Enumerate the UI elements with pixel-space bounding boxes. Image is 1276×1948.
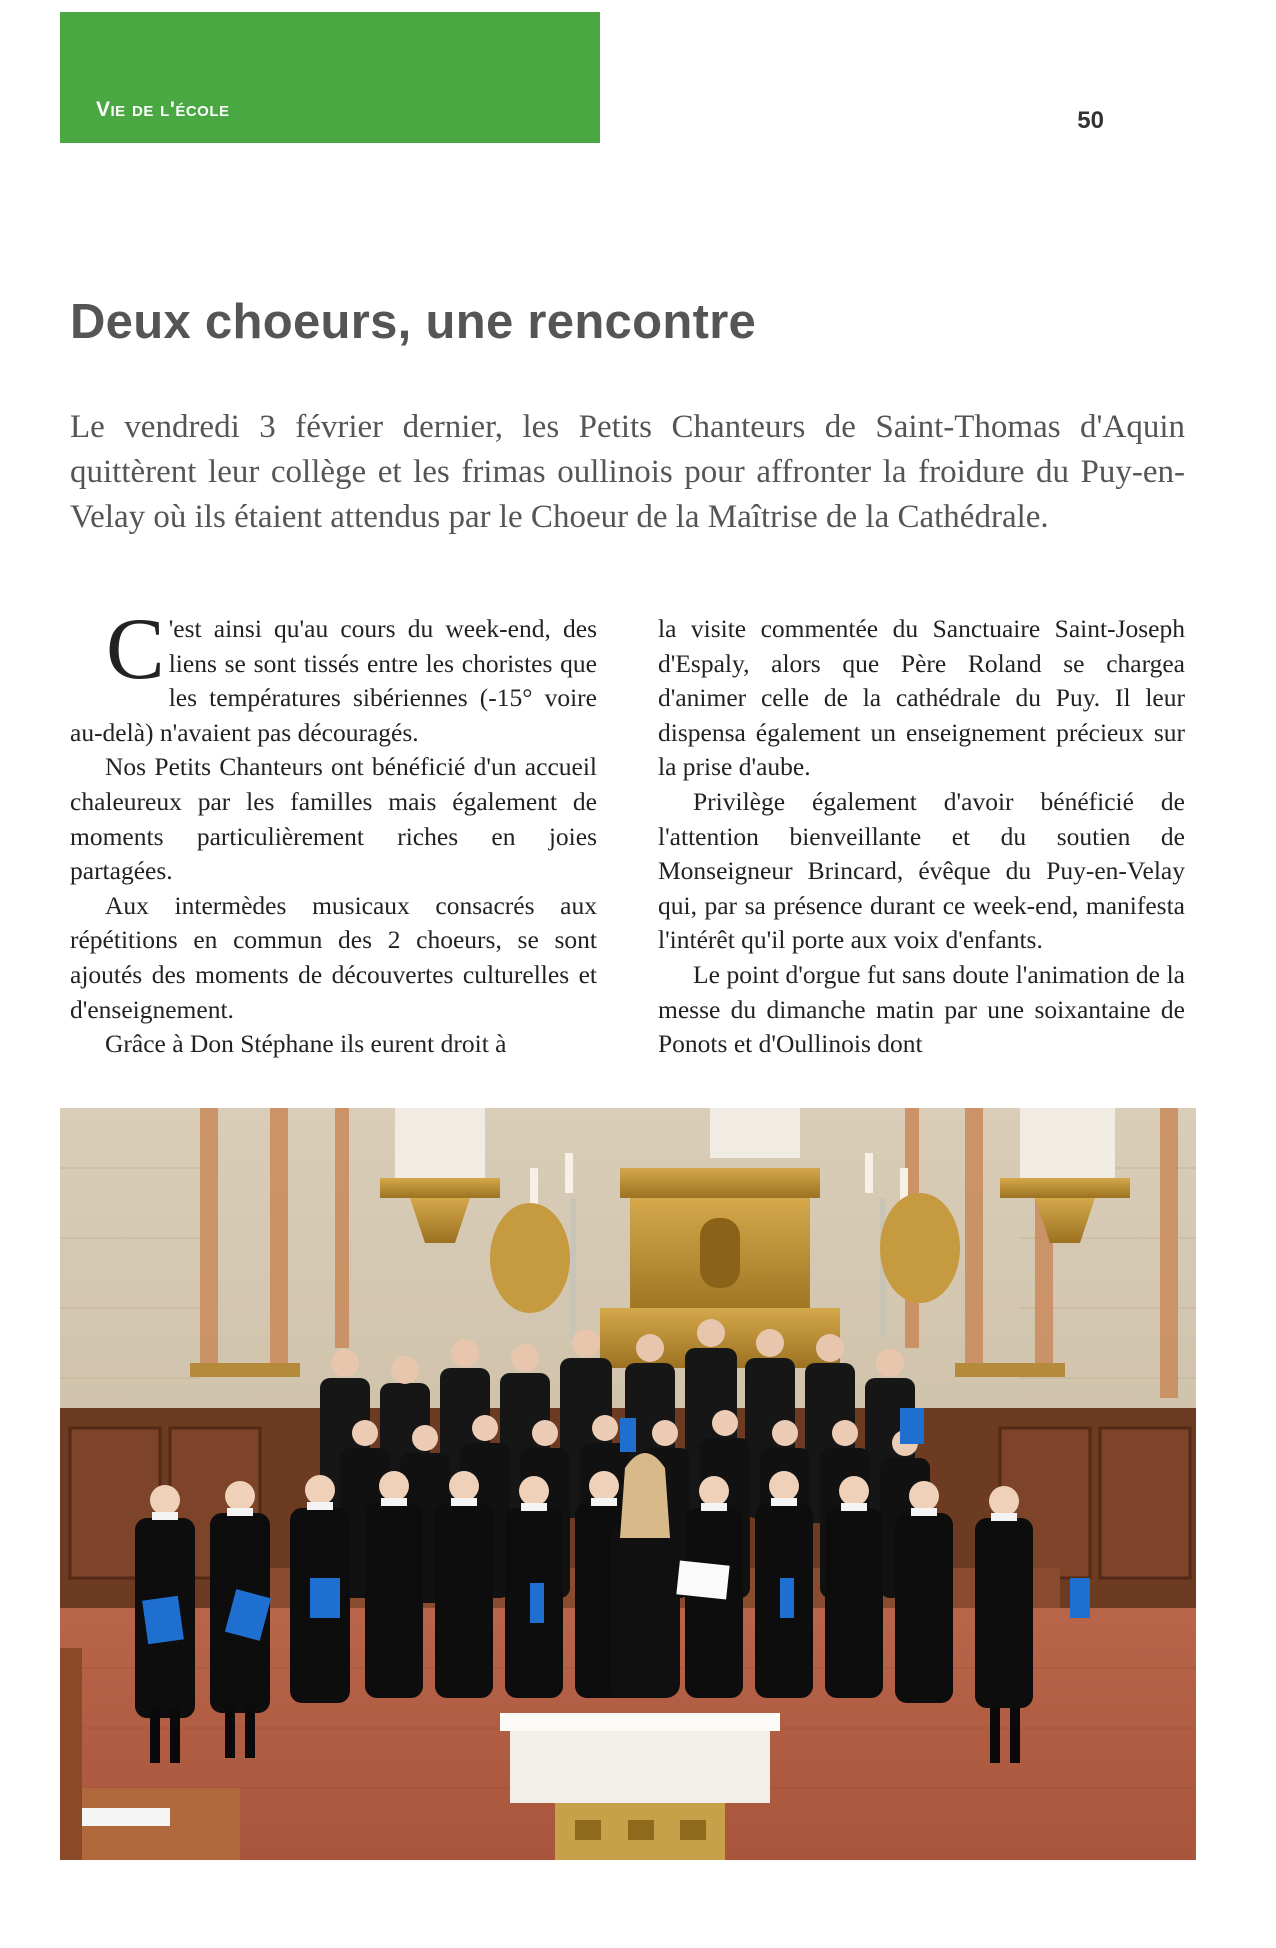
right-paragraph-2: Privilège également d'avoir bénéficié de l'attention bienveillante et du soutien de Monseigneur Brincard, évêque du Puy-en-Velay qui, par sa présence durant ce week-end, manifesta l'intérêt qu'il porte aux voix d'enfants. [658, 786, 1185, 955]
section-label: Vie de l'école [96, 98, 230, 121]
left-paragraph-3: Aux intermèdes musicaux consacrés aux répétitions en commun des 2 choeurs, se sont ajoutés des moments de découvertes culturelles et d'enseignement. [70, 890, 597, 1024]
right-column [658, 612, 1185, 1062]
article-lead: Le vendredi 3 février dernier, les Petits Chanteurs de Saint-Thomas d'Aquin quittèrent leur collège et les frimas oullinois pour affronter la froidure du Puy-en-Velay où ils étaient attendus par le Choeur de la Maîtrise de la Cathédrale. [70, 409, 1185, 535]
right-paragraph-1: la visite commentée du Sanctuaire Saint-Joseph d'Espaly, alors que Père Roland se chargea d'animer celle de la cathédrale du Puy. Il leur dispensa également un enseignement précieux sur la prise d'aube. [658, 614, 1185, 782]
section-header-band [60, 12, 600, 143]
dropcap-letter: C [106, 601, 165, 698]
left-paragraph-4: Grâce à Don Stéphane ils eurent droit à [105, 1029, 507, 1059]
article-title: Deux choeurs, une rencontre [70, 295, 757, 349]
choir-photo [60, 1108, 1196, 1860]
page-number: 50 [1077, 107, 1104, 134]
right-paragraph-3: Le point d'orgue fut sans doute l'animation de la messe du dimanche matin par une soixantaine de Ponots et d'Oullinois dont [658, 959, 1185, 1059]
left-paragraph-1 [70, 601, 597, 750]
left-paragraph-1-text: 'est ainsi qu'au cours du week-end, des liens se sont tissés entre les choristes que les températures sibériennes (-15° voire au-delà) n'avaient pas découragés. [70, 614, 597, 747]
left-column [70, 601, 597, 1062]
left-paragraph-2: Nos Petits Chanteurs ont bénéficié d'un accueil chaleureux par les familles mais également de moments particulièrement riches en joies partagées. [70, 752, 597, 886]
